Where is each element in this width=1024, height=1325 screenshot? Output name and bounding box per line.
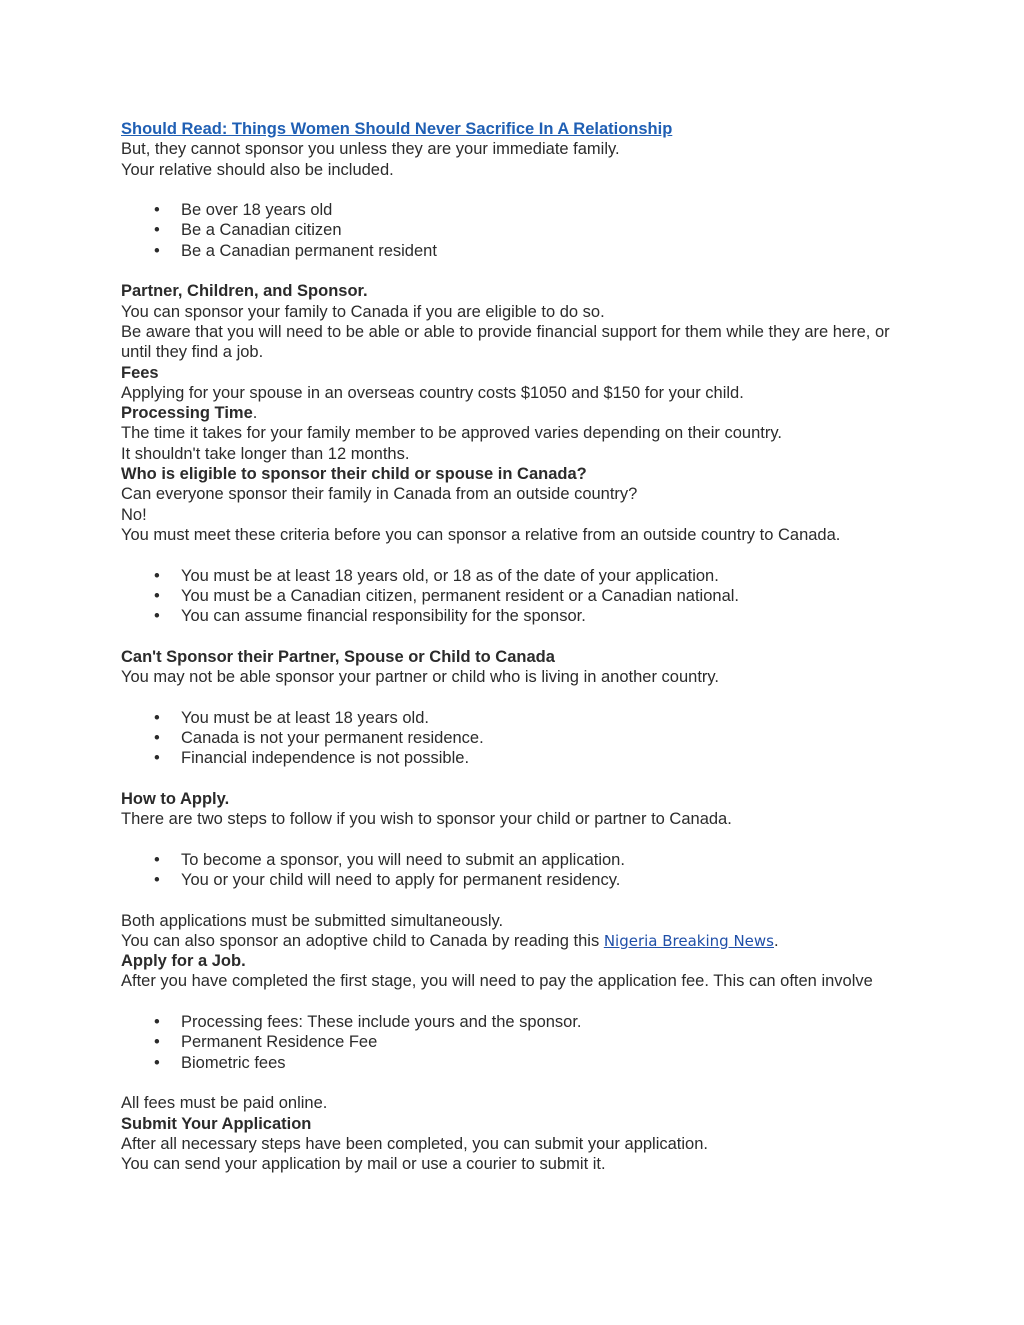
list-item: • Canada is not your permanent residence. bbox=[121, 728, 921, 748]
list-item: • Be a Canadian citizen bbox=[121, 220, 921, 240]
how-to-apply-heading: How to Apply. bbox=[121, 789, 230, 808]
apply-for-job-paragraph: After you have completed the first stage, you will need to pay the application fee. This can often involve bbox=[121, 972, 873, 991]
list-item: • To become a sponsor, you will need to submit an application. bbox=[121, 850, 921, 870]
list-item: • You must be at least 18 years old, or 18 as of the date of your application. bbox=[121, 566, 921, 586]
apply-steps-list bbox=[121, 850, 921, 891]
fees-list bbox=[121, 1012, 921, 1073]
eligible-paragraph-3: You must meet these criteria before you can sponsor a relative from an outside country to Canada. bbox=[121, 525, 841, 544]
submit-application-heading: Submit Your Application bbox=[121, 1114, 312, 1133]
apply-for-job-heading: Apply for a Job. bbox=[121, 952, 246, 971]
list-item: • You can assume financial responsibility for the sponsor. bbox=[121, 606, 921, 626]
submit-paragraph-1: After all necessary steps have been completed, you can submit your application. bbox=[121, 1134, 708, 1153]
list-item: • Biometric fees bbox=[121, 1053, 921, 1073]
intro-line-1: But, they cannot sponsor you unless they are your immediate family. bbox=[121, 140, 620, 159]
fees-text: Applying for your spouse in an overseas country costs $1050 and $150 for your child. bbox=[121, 383, 744, 402]
processing-paragraph-2: It shouldn't take longer than 12 months. bbox=[121, 444, 410, 463]
eligible-heading: Who is eligible to sponsor their child or spouse in Canada? bbox=[121, 465, 587, 484]
fees-online-paragraph: All fees must be paid online. bbox=[121, 1094, 328, 1113]
processing-heading-dot: . bbox=[252, 404, 258, 423]
list-item: • Permanent Residence Fee bbox=[121, 1032, 921, 1052]
cant-sponsor-heading: Can't Sponsor their Partner, Spouse or Child to Canada bbox=[121, 647, 555, 666]
fees-heading: Fees bbox=[121, 363, 159, 382]
eligibility-criteria-list bbox=[121, 566, 921, 627]
how-to-apply-paragraph: There are two steps to follow if you wish to sponsor your child or partner to Canada. bbox=[121, 810, 732, 829]
should-read-link[interactable]: Should Read: Things Women Should Never Sacrifice In A Relationship bbox=[121, 120, 673, 138]
list-item: • Be over 18 years old bbox=[121, 200, 921, 220]
submit-paragraph-2: You can send your application by mail or use a courier to submit it. bbox=[121, 1155, 606, 1174]
document-body bbox=[121, 119, 921, 1174]
partner-heading: Partner, Children, and Sponsor. bbox=[121, 282, 368, 301]
list-item: • You must be at least 18 years old. bbox=[121, 708, 921, 728]
adoptive-child-paragraph bbox=[121, 931, 921, 951]
cant-sponsor-list bbox=[121, 708, 921, 769]
processing-heading: Processing Time bbox=[121, 404, 253, 423]
list-item: • Be a Canadian permanent resident bbox=[121, 241, 921, 261]
list-item: • You must be a Canadian citizen, permanent resident or a Canadian national. bbox=[121, 586, 921, 606]
list-item: • You or your child will need to apply for permanent residency. bbox=[121, 870, 921, 890]
nigeria-breaking-news-link[interactable]: Nigeria Breaking News bbox=[603, 931, 774, 950]
eligible-paragraph-1: Can everyone sponsor their family in Canada from an outside country? bbox=[121, 485, 638, 504]
list-item: • Processing fees: These include yours and the sponsor. bbox=[121, 1012, 921, 1032]
adoptive-child-period: . bbox=[773, 931, 779, 950]
processing-heading-line bbox=[121, 403, 921, 423]
processing-paragraph-1: The time it takes for your family member to be approved varies depending on their country. bbox=[121, 424, 782, 443]
sponsor-requirements-list bbox=[121, 200, 921, 261]
partner-paragraph-1: You can sponsor your family to Canada if you are eligible to do so. bbox=[121, 302, 605, 321]
list-item: • Financial independence is not possible. bbox=[121, 748, 921, 768]
cant-sponsor-paragraph: You may not be able sponsor your partner or child who is living in another country. bbox=[121, 668, 720, 687]
intro-line-2: Your relative should also be included. bbox=[121, 160, 394, 179]
adoptive-child-text: You can also sponsor an adoptive child to Canada by reading this bbox=[121, 931, 604, 950]
eligible-paragraph-2: No! bbox=[121, 505, 147, 524]
partner-paragraph-2: Be aware that you will need to be able or able to provide financial support for them while they are here, or until they find a job. bbox=[121, 322, 890, 362]
both-applications-paragraph: Both applications must be submitted simultaneously. bbox=[121, 911, 504, 930]
